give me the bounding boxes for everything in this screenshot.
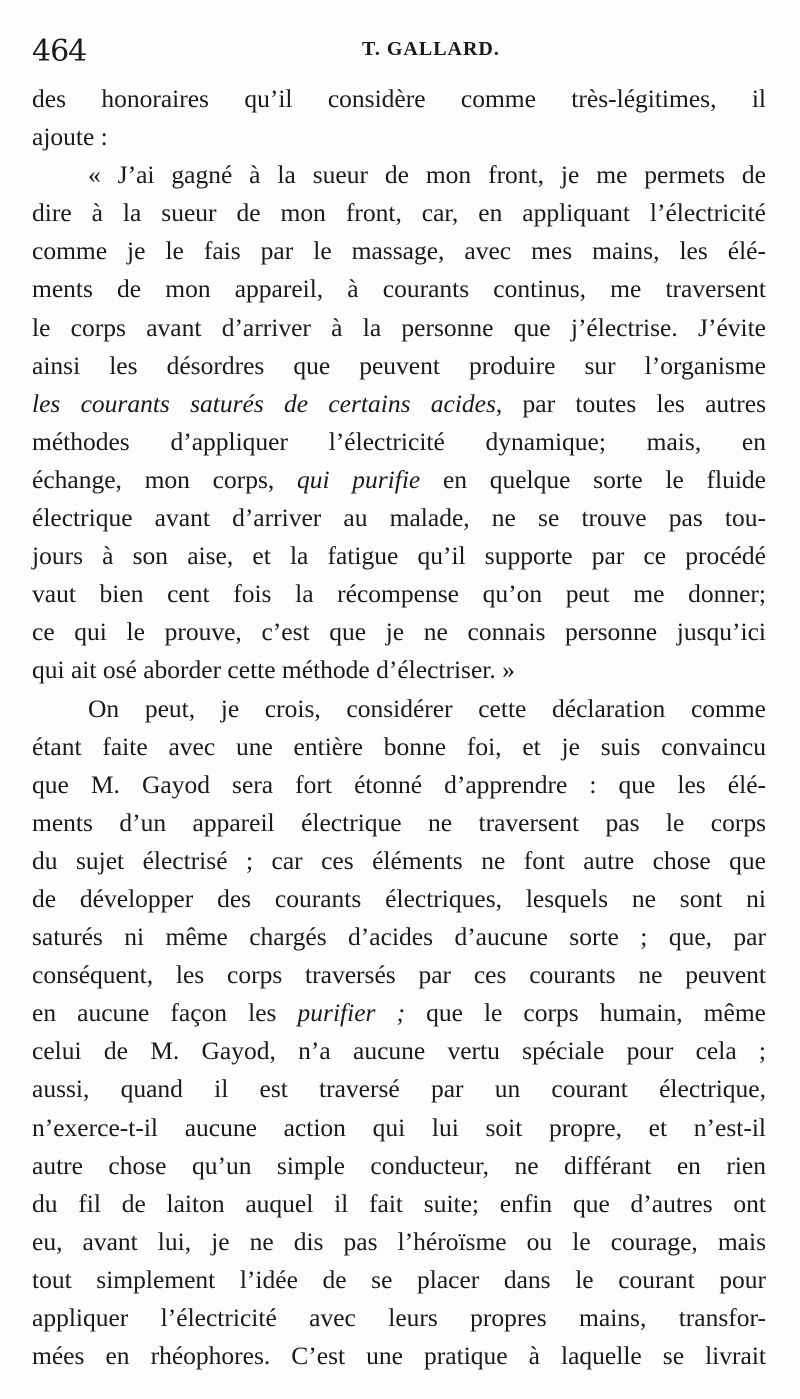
text-segment: en quelque sorte le fluide: [420, 464, 766, 494]
text-line: aussi, quand il est traversé par un courant électrique,: [32, 1074, 766, 1104]
text-segment: en aucune façon les: [32, 998, 298, 1028]
text-line: le corps avant d’arriver à la personne que j’électrise. J’évite: [32, 312, 766, 342]
text-line: appliquer l’électricité avec leurs propres mains, transfor-: [32, 1303, 766, 1332]
text-line: électrique avant d’arriver au malade, ne se trouve pas tou-: [32, 503, 766, 533]
text-line: conséquent, les corps traversés par ces courants ne peuvent: [32, 960, 766, 990]
text-line: ments de mon appareil, à courants continus, me traversent: [32, 274, 766, 304]
text-line: [32, 461, 766, 499]
text-segment: , par toutes les autres: [495, 388, 766, 418]
text-line: méthodes d’appliquer l’électricité dynamique; mais, en: [32, 426, 766, 456]
text-line: « J’ai gagné à la sueur de mon front, je me permets de: [88, 160, 766, 190]
text-segment: échange, mon corps,: [32, 464, 297, 494]
text-line: étant faite avec une entière bonne foi, et je suis convaincu: [32, 731, 766, 761]
text-line: tout simplement l’idée de se placer dans le courant pour: [32, 1264, 766, 1294]
text-line: eu, avant lui, je ne dis pas l’héroïsme ou le courage, mais: [32, 1226, 766, 1256]
text-line: ments d’un appareil électrique ne traversent pas le corps: [32, 807, 766, 837]
text-segment: que le corps humain, même: [405, 998, 766, 1028]
text-line: ce qui le prouve, c’est que je ne connais personne jusqu’ici: [32, 617, 766, 647]
text-line: ajoute :: [32, 122, 108, 152]
italic-phrase: les courants saturés de certains acides: [32, 388, 496, 418]
text-line: du sujet électrisé ; car ces éléments ne font autre chose que: [32, 845, 766, 875]
italic-phrase: qui purifie: [296, 464, 421, 494]
text-line: des honoraires qu’il considère comme très-légitimes, il: [32, 84, 766, 113]
text-line: dire à la sueur de mon front, car, en appliquant l’électricité: [32, 198, 766, 228]
text-line: [32, 385, 766, 423]
text-line: que M. Gayod sera fort étonné d’apprendre : que les élé-: [32, 769, 766, 799]
text-line: de développer des courants électriques, lesquels ne sont ni: [32, 883, 766, 913]
text-line: qui ait osé aborder cette méthode d’électriser. »: [32, 655, 515, 685]
text-line: n’exerce-t-il aucune action qui lui soit propre, et n’est-il: [32, 1112, 766, 1142]
text-line: du fil de laiton auquel il fait suite; enfin que d’autres ont: [32, 1188, 766, 1218]
text-line: autre chose qu’un simple conducteur, ne différant en rien: [32, 1150, 766, 1180]
text-line: jours à son aise, et la fatigue qu’il supporte par ce procédé: [32, 541, 766, 571]
text-line: celui de M. Gayod, n’a aucune vertu spéciale pour cela ;: [32, 1036, 766, 1066]
text-line: ainsi les désordres que peuvent produire sur l’organisme: [32, 350, 766, 380]
text-line: saturés ni même chargés d’acides d’aucune sorte ; que, par: [32, 922, 766, 952]
page-number: 464: [32, 34, 87, 69]
text-line: vaut bien cent fois la récompense qu’on peut me donner;: [32, 579, 766, 609]
running-head: [32, 30, 768, 70]
body-text: [32, 80, 766, 1375]
text-line: [32, 994, 766, 1032]
running-head-author: T. GALLARD.: [362, 38, 500, 60]
text-line: mées en rhéophores. C’est une pratique à laquelle se livrait: [32, 1341, 766, 1371]
text-line: On peut, je crois, considérer cette déclaration comme: [88, 693, 766, 723]
italic-phrase: purifier ;: [297, 998, 405, 1028]
text-line: comme je le fais par le massage, avec mes mains, les élé-: [32, 236, 766, 266]
